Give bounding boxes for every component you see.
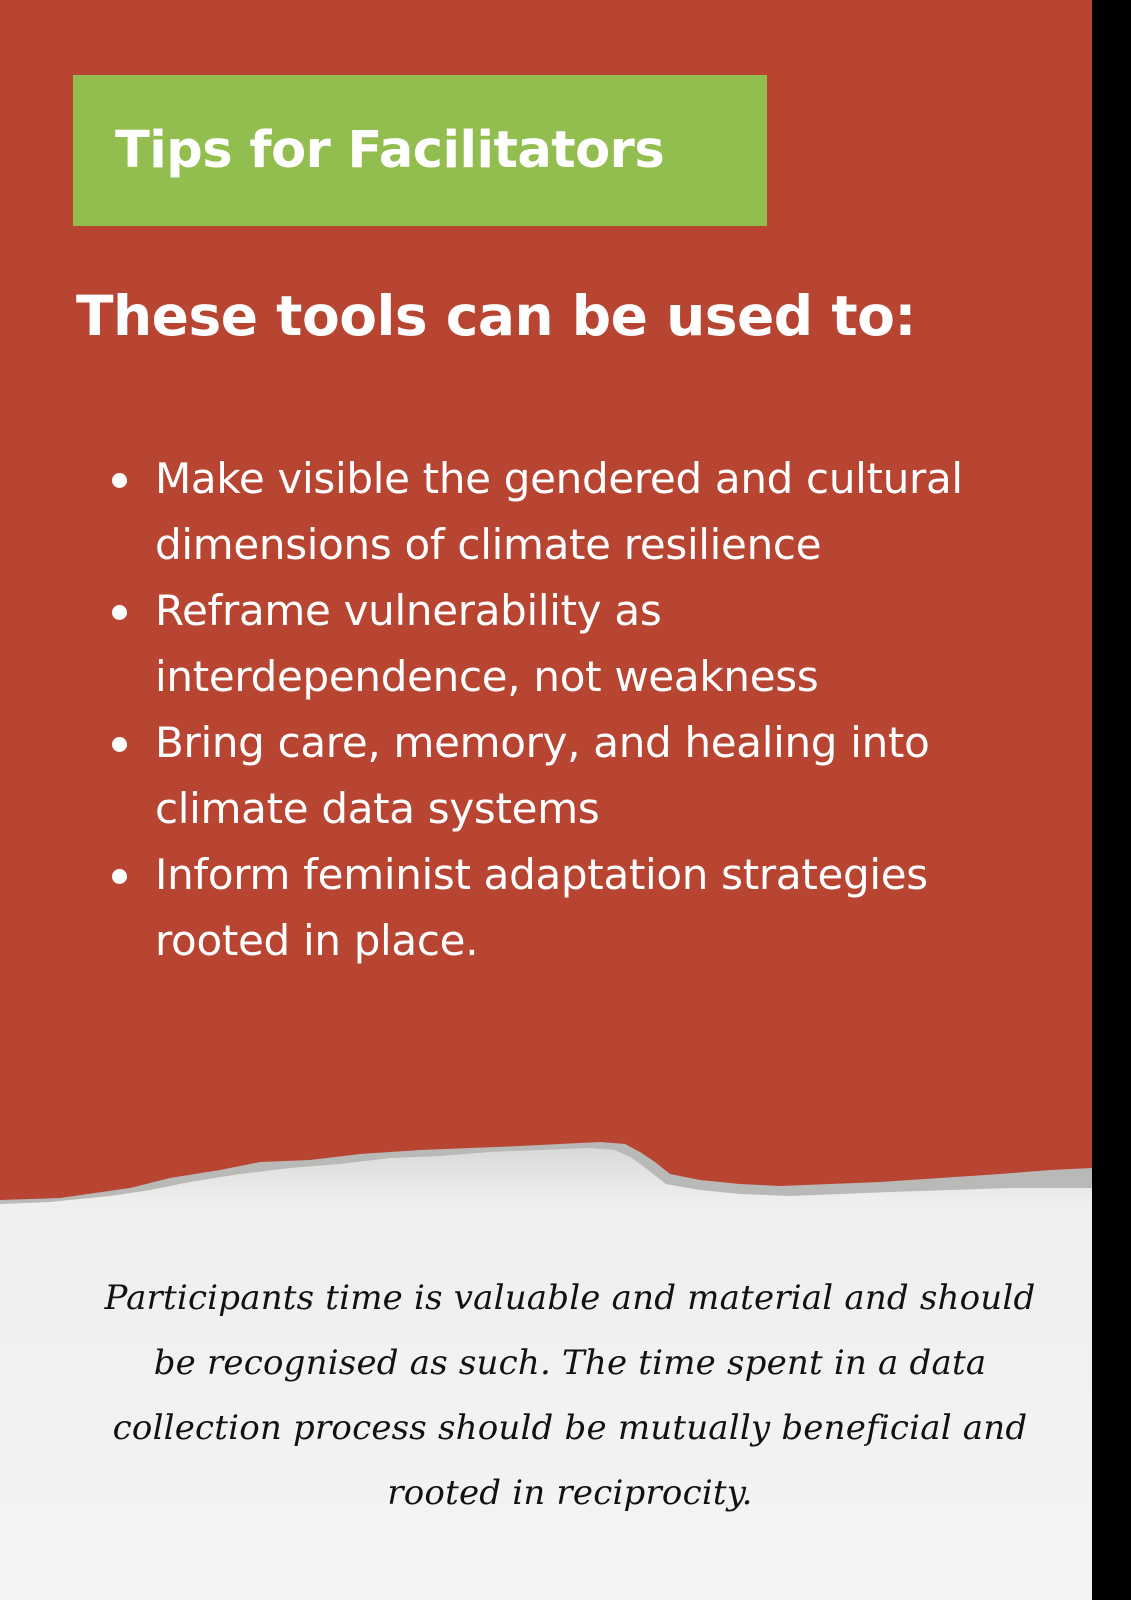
bullet-text: Bring care, memory, and healing into climate data systems — [155, 718, 930, 833]
bullet-dot-icon — [112, 605, 127, 620]
bullet-text: Make visible the gendered and cultural dimensions of climate resilience — [155, 454, 963, 569]
page-title: Tips for Facilitators — [115, 121, 665, 180]
bullet-item — [106, 578, 1026, 710]
footer-note: Participants time is valuable and material and should be recognised as such. The time spent in a data collection process should be mutually beneficial and rooted in reciprocity. — [104, 1278, 1036, 1513]
bullet-text: Reframe vulnerability as interdependence, not weakness — [155, 586, 819, 701]
bullet-item — [106, 710, 1026, 842]
intro-heading: These tools can be used to: — [76, 284, 916, 348]
bullet-text: Inform feminist adaptation strategies rooted in place. — [155, 850, 928, 965]
bullet-dot-icon — [112, 737, 127, 752]
title-banner — [73, 75, 767, 226]
bullet-item — [106, 842, 1026, 974]
bullet-dot-icon — [112, 869, 127, 884]
bullet-dot-icon — [112, 473, 127, 488]
bullet-item — [106, 446, 1026, 578]
bullet-list — [106, 446, 1026, 974]
